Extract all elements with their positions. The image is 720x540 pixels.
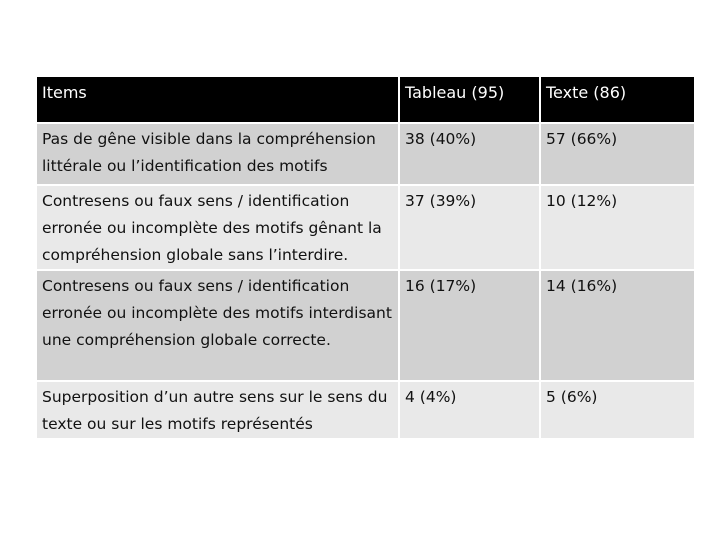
cell-texte: 5 (6%) (540, 381, 694, 438)
cell-tableau: 4 (4%) (399, 381, 540, 438)
results-table (37, 77, 694, 438)
table-header-row (37, 77, 694, 123)
cell-item: Contresens ou faux sens / identification erronée ou incomplète des motifs gênant la compréhension globale sans l’interdire. (37, 185, 399, 270)
cell-item: Contresens ou faux sens / identification erronée ou incomplète des motifs interdisant une compréhension globale correcte. (37, 270, 399, 381)
table-row (37, 270, 694, 381)
table-row (37, 185, 694, 270)
cell-tableau: 16 (17%) (399, 270, 540, 381)
cell-item: Superposition d’un autre sens sur le sens du texte ou sur les motifs représentés (37, 381, 399, 438)
cell-item: Pas de gêne visible dans la compréhension littérale ou l’identification des motifs (37, 123, 399, 185)
header-texte: Texte (86) (540, 77, 694, 123)
cell-texte: 57 (66%) (540, 123, 694, 185)
table-row (37, 381, 694, 438)
table-row (37, 123, 694, 185)
header-tableau: Tableau (95) (399, 77, 540, 123)
cell-tableau: 37 (39%) (399, 185, 540, 270)
cell-texte: 14 (16%) (540, 270, 694, 381)
cell-texte: 10 (12%) (540, 185, 694, 270)
cell-tableau: 38 (40%) (399, 123, 540, 185)
header-items: Items (37, 77, 399, 123)
